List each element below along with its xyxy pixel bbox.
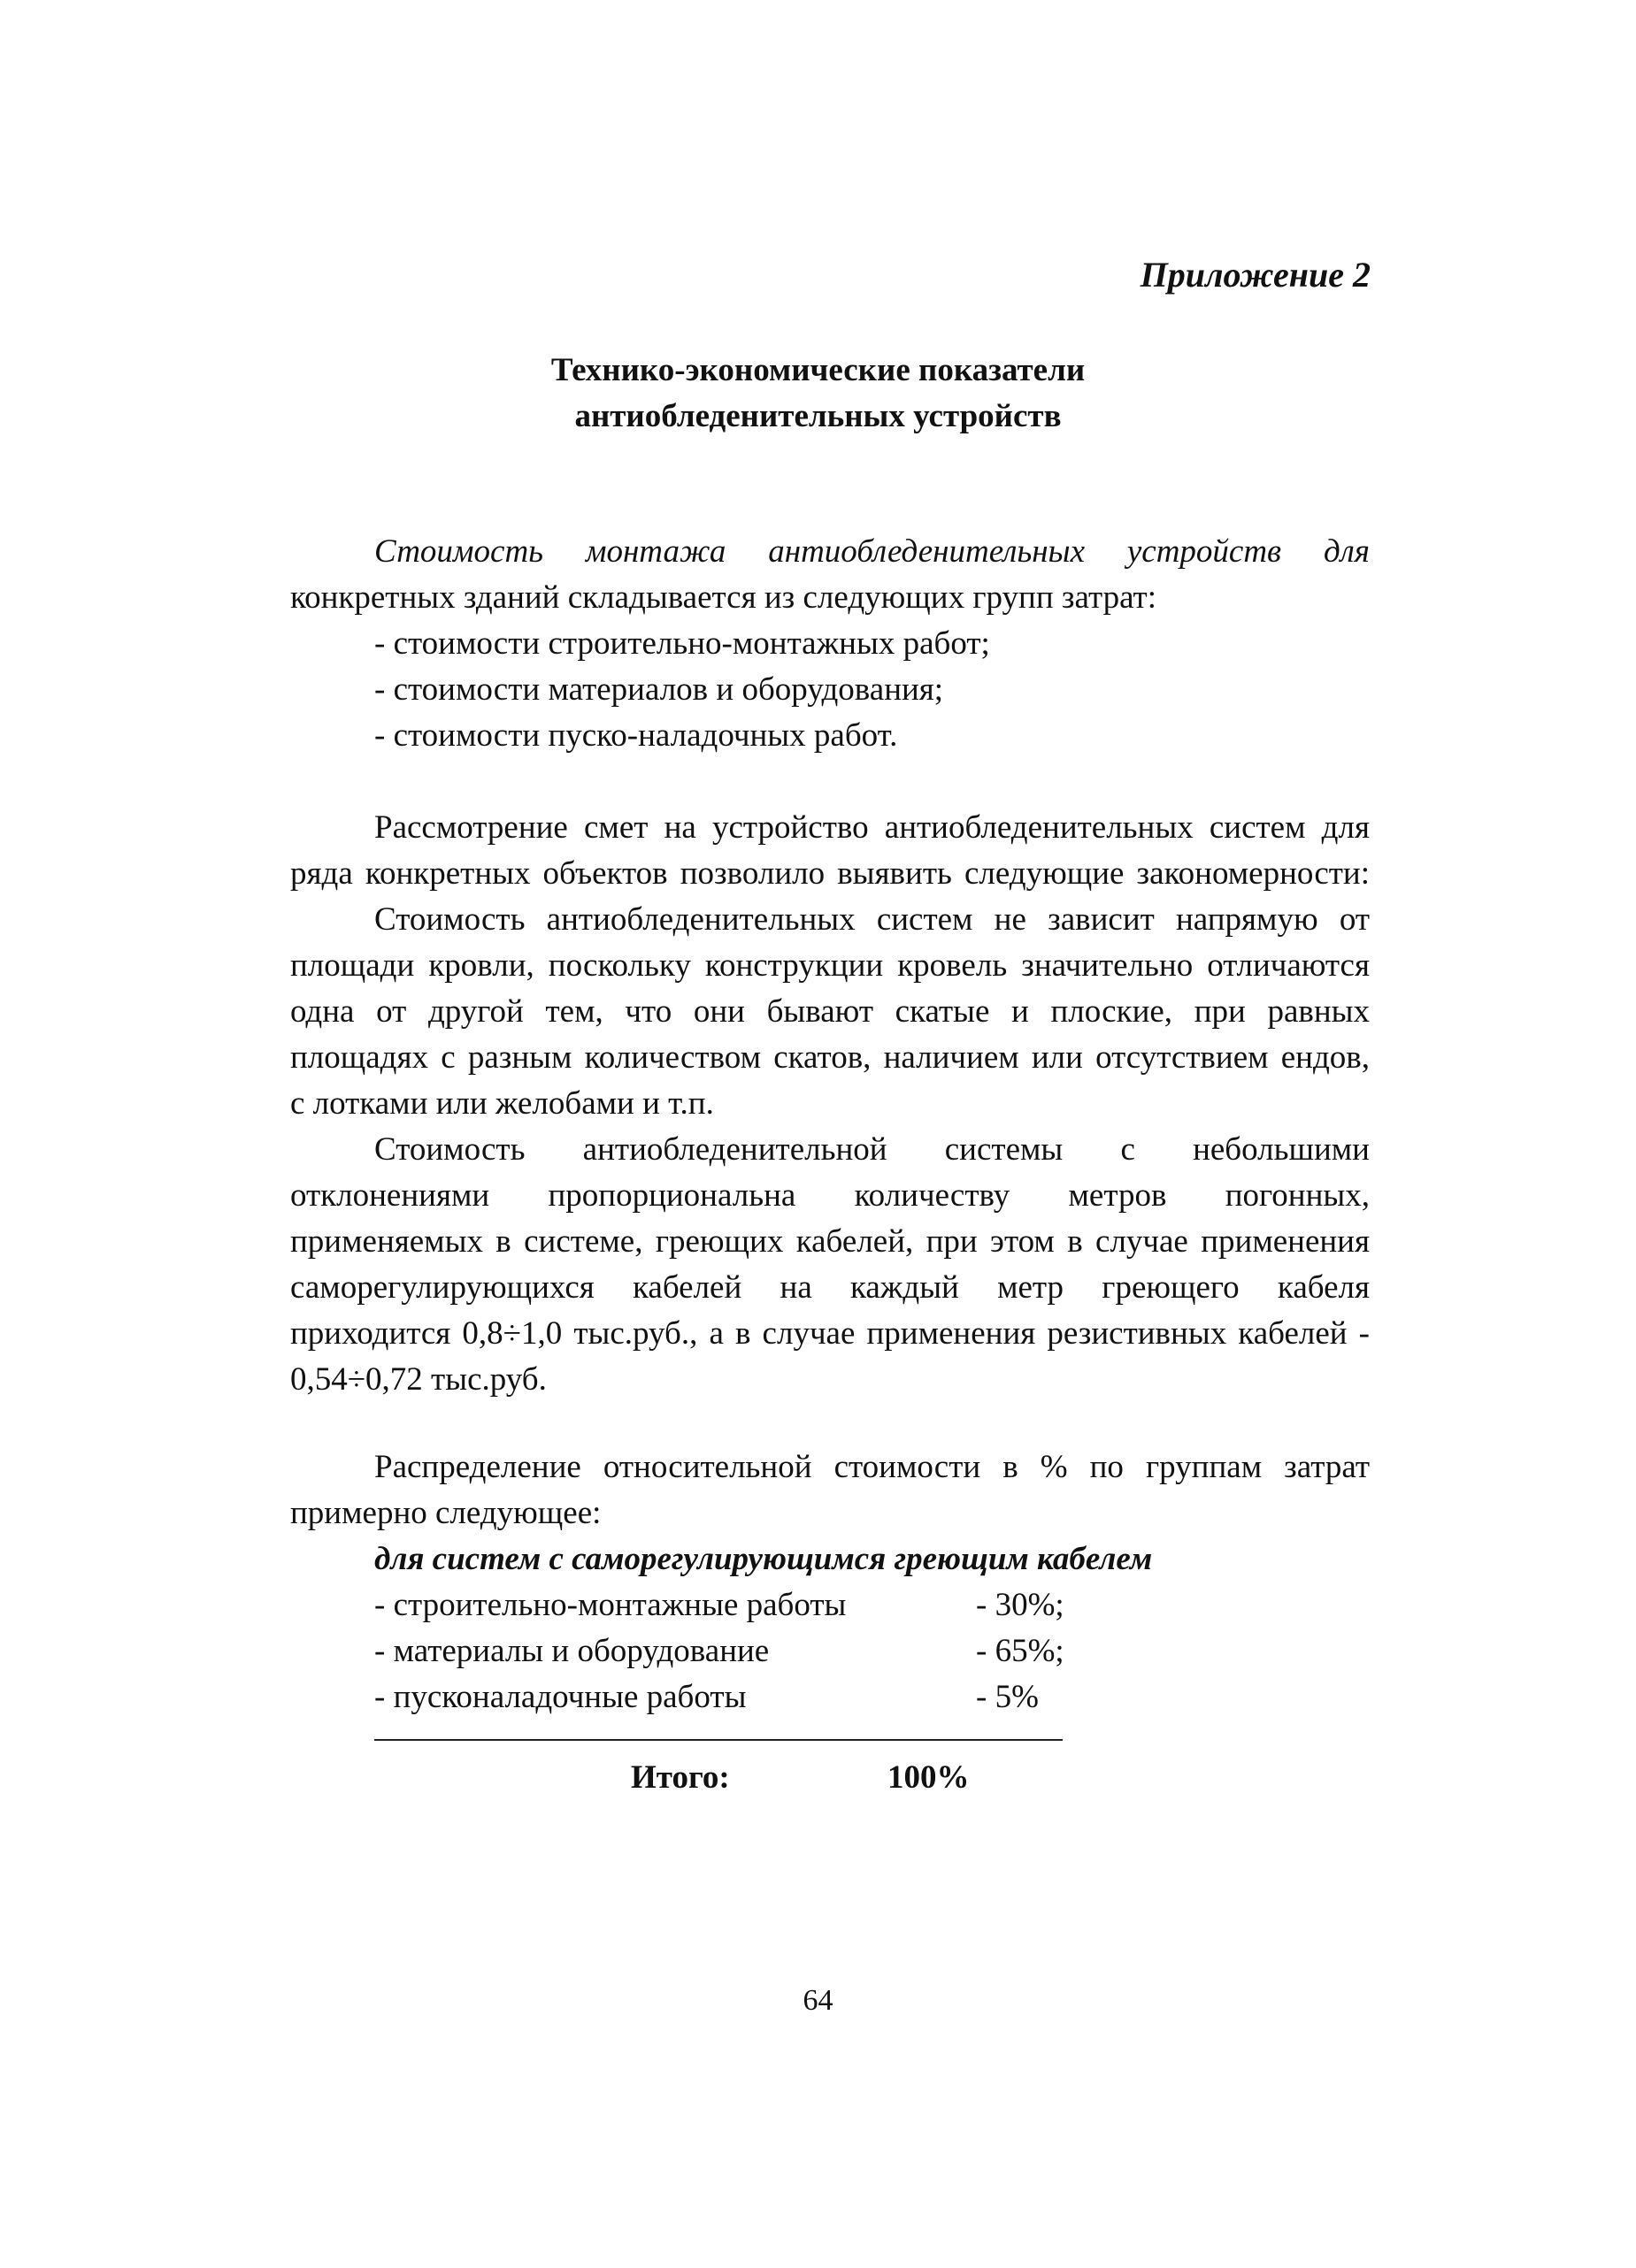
total-value: 100%: [887, 1759, 970, 1796]
text-line: применяемых в системе, греющих кабелей, при этом в случае применения: [290, 1223, 1370, 1260]
cost-label: - материалы и оборудование: [374, 1633, 770, 1669]
total-label: Итого:: [631, 1759, 730, 1796]
list-item: - стоимости материалов и оборудования;: [374, 671, 944, 708]
distribution-line-1: Распределение относительной стоимости в % по группам затрат: [374, 1449, 1370, 1485]
text-line: с лотками или желобами и т.п.: [290, 1085, 714, 1122]
cost-value: - 30%;: [976, 1587, 1064, 1623]
cost-label: - пусконаладочные работы: [374, 1679, 747, 1715]
text-line: 0,54÷0,72 тыс.руб.: [290, 1361, 547, 1398]
cost-row: [290, 1628, 1370, 1674]
total-divider: [374, 1739, 1063, 1741]
distribution-section: [290, 1444, 1370, 1720]
cost-row: [290, 1674, 1370, 1720]
text-line: саморегулирующихся кабелей на каждый метр греющего кабеля: [290, 1269, 1370, 1306]
title-line-1: Технико-экономические показатели: [550, 352, 1086, 388]
list-item: - стоимости пуско-наладочных работ.: [374, 717, 898, 754]
text-line: Стоимость антиобледенительных систем не зависит напрямую от: [374, 901, 1370, 938]
text-line: ряда конкретных объектов позволило выявить следующие закономерности:: [290, 855, 1370, 892]
text-line: Рассмотрение смет на устройство антиобледенительных систем для: [374, 809, 1370, 846]
page-number: 64: [803, 1984, 833, 2017]
text-line: Стоимость антиобледенительной системы с небольшими: [374, 1131, 1370, 1168]
cost-label: - строительно-монтажные работы: [374, 1587, 847, 1623]
cost-row: [290, 1582, 1370, 1628]
cost-value: - 65%;: [976, 1633, 1064, 1669]
appendix-label: Приложение 2: [1140, 255, 1371, 295]
cost-value: - 5%: [976, 1679, 1039, 1715]
text-line: одна от другой тем, что они бывают скатые и плоские, при равных: [290, 993, 1370, 1030]
intro-line-2: конкретных зданий складывается из следующих групп затрат:: [290, 579, 1156, 616]
text-line: площади кровли, поскольку конструкции кровель значительно отличаются: [290, 947, 1370, 984]
text-line: отклонениями пропорциональна количеству метров погонных,: [290, 1177, 1370, 1214]
text-line: приходится 0,8÷1,0 тыс.руб., а в случае применения резистивных кабелей -: [290, 1315, 1370, 1352]
distribution-heading: для систем с саморегулирующимся греющим кабелем: [374, 1541, 1153, 1577]
title-line-2: антиобледенительных устройств: [574, 398, 1062, 434]
text-line: площадях с разным количеством скатов, наличием или отсутствием ендов,: [290, 1039, 1370, 1076]
analysis-paragraph: [290, 805, 1370, 1403]
intro-line-1: Стоимость монтажа антиобледенительных устройств для: [374, 533, 1370, 570]
page-title: [0, 348, 1636, 440]
intro-paragraph: [290, 529, 1370, 759]
list-item: - стоимости строительно-монтажных работ;: [374, 625, 990, 662]
distribution-line-2: примерно следующее:: [290, 1495, 602, 1531]
